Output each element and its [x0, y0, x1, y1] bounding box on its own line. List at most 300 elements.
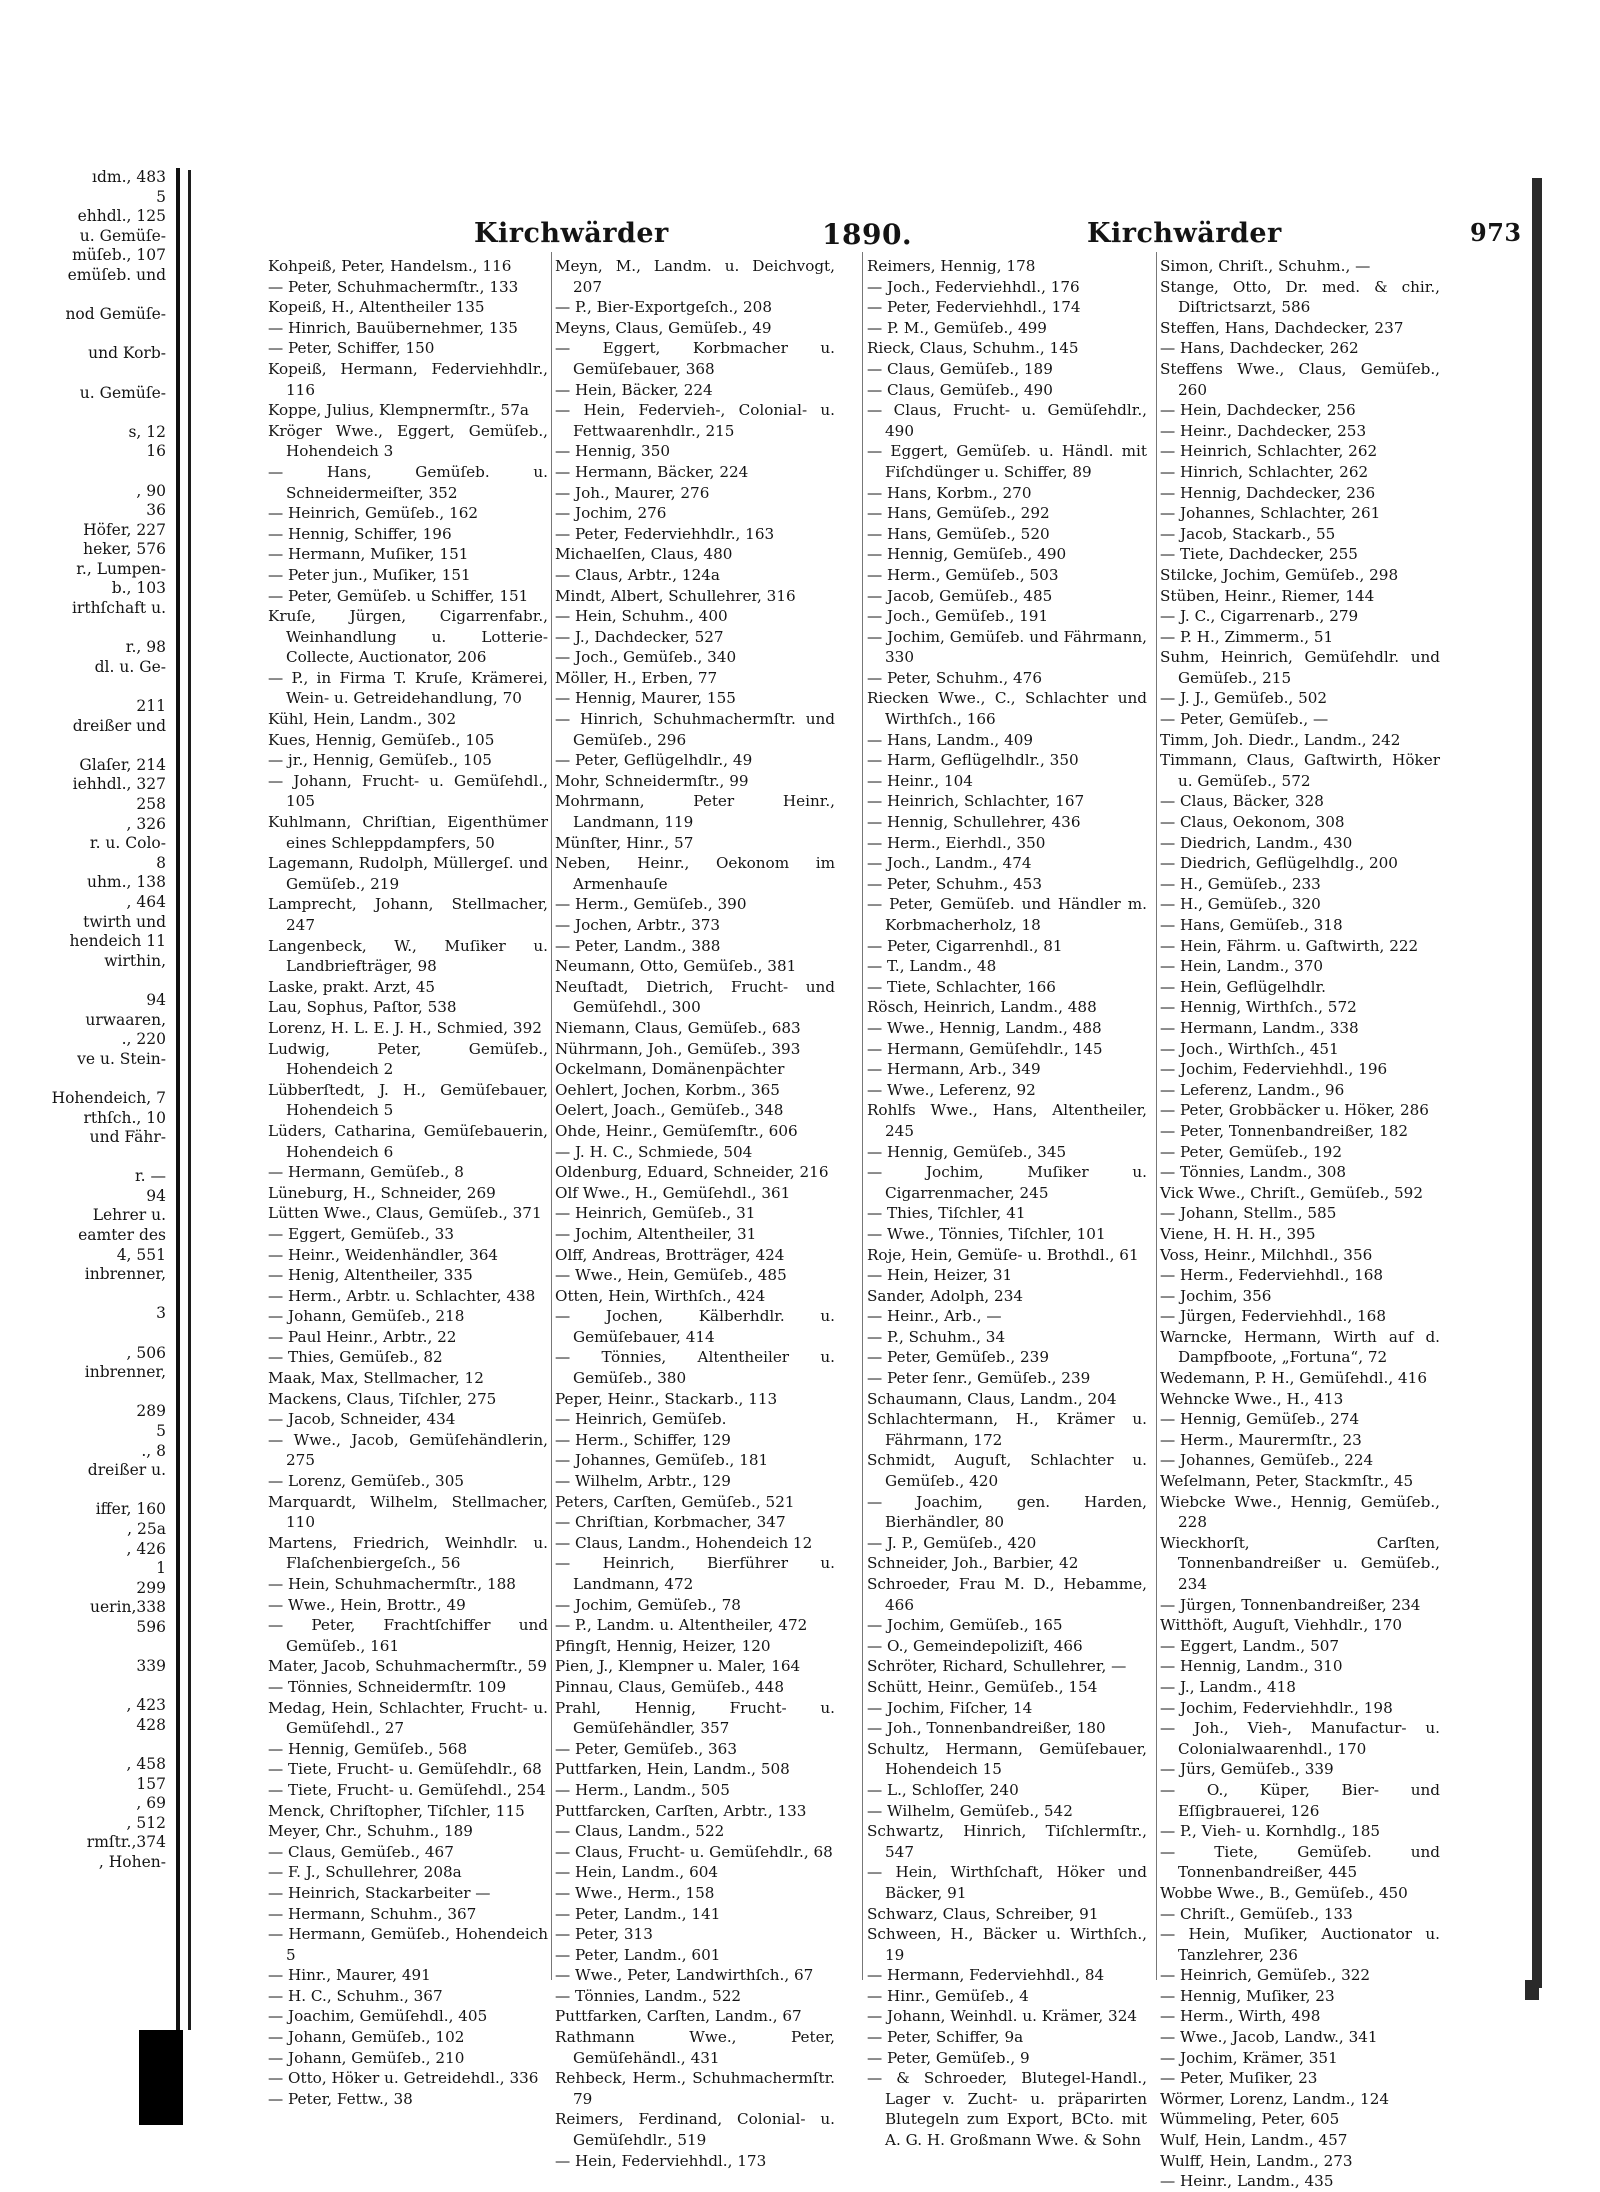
directory-entry: — Wwe., Jacob, Landw., 341: [1160, 2028, 1378, 2047]
directory-entry: — Jochim, Gemüſeb. und Fährmann, 330: [867, 627, 1147, 667]
directory-entry: — Peter, Landm., 388: [555, 936, 721, 955]
directory-entry: — Hein, Landm., 604: [555, 1863, 719, 1882]
directory-entry: — Peter, Gemüſeb., 363: [555, 1739, 737, 1758]
directory-entry: Oehlert, Jochen, Korbm., 365: [555, 1080, 780, 1099]
directory-entry: Medag, Hein, Schlachter, Frucht- u. Gemüſehdl., 27: [268, 1698, 548, 1738]
left-page-line: [0, 677, 176, 697]
directory-entry: — Heinrich, Schlachter, 262: [1160, 442, 1378, 461]
directory-entry: — Peter, Gemüſeb., 192: [1160, 1142, 1342, 1161]
directory-entry: Wedemann, P. H., Gemüſehdl., 416: [1160, 1369, 1428, 1388]
directory-entry: Kues, Hennig, Gemüſeb., 105: [268, 730, 495, 749]
left-page-line: emüſeb. und: [67, 265, 166, 284]
directory-entry: Warncke, Hermann, Wirth auf d. Dampfboote, „Fortuna“, 72: [1160, 1327, 1440, 1367]
left-page-line: dl. u. Ge-: [94, 657, 166, 676]
directory-entry: — Jacob, Gemüſeb., 485: [867, 586, 1053, 605]
left-page-line: ve u. Stein-: [77, 1049, 166, 1068]
left-page-line: u. Gemüſe-: [79, 383, 166, 402]
directory-entry: — Hennig, Gemüſeb., 345: [867, 1142, 1067, 1161]
directory-entry: — Peter, Gemüſeb., 239: [867, 1348, 1049, 1367]
directory-entry: — Hennig, Gemüſeb., 490: [867, 545, 1067, 564]
directory-entry: — Heinrich, Stackarbeiter —: [268, 1883, 491, 1902]
directory-entry: Nührmann, Joh., Gemüſeb., 393: [555, 1039, 801, 1058]
directory-entry: — Claus, Gemüſeb., 189: [867, 359, 1053, 378]
directory-entry: Schlachtermann, H., Krämer u. Fährmann, 172: [867, 1410, 1147, 1449]
directory-entry: Lüders, Catharina, Gemüſebauerin, Hohendeich 6: [268, 1121, 548, 1161]
directory-entry: — Wilhelm, Arbtr., 129: [555, 1472, 731, 1491]
directory-entry: — P., in Firma T. Kruſe, Krämerei, Wein- u. Getreidehandlung, 70: [268, 668, 548, 708]
directory-entry: — Tiete, Schlachter, 166: [867, 977, 1056, 996]
left-page-line: dreißer u.: [87, 1461, 166, 1480]
directory-entry: — Heinr., Dachdecker, 253: [1160, 421, 1367, 440]
directory-entry: — Jochim, Fiſcher, 14: [867, 1698, 1033, 1717]
directory-entry: — Tiete, Gemüſeb. und Tonnenbandreißer, 445: [1160, 1842, 1440, 1882]
directory-entry: — Wilhelm, Gemüſeb., 542: [867, 1801, 1073, 1820]
directory-entry: — Claus, Frucht- u. Gemüſehdlr., 68: [555, 1842, 833, 1861]
directory-entry: — Peter, Gemüſeb., —: [1160, 710, 1329, 729]
left-page-line: [0, 1285, 176, 1305]
left-page-line: s, 12: [128, 422, 166, 441]
directory-entry: — Peter, Fettw., 38: [268, 2089, 413, 2108]
left-page-line: [0, 1677, 176, 1697]
directory-entry: Meyns, Claus, Gemüſeb., 49: [555, 318, 772, 337]
directory-entry: — T., Landm., 48: [867, 957, 997, 976]
directory-entry: Reimers, Hennig, 178: [867, 257, 1036, 275]
directory-entry: — Hein, Muſiker, Auctionator u. Tanzlehrer, 236: [1160, 1925, 1440, 1964]
directory-entry: — Tiete, Frucht- u. Gemüſehdl., 254: [268, 1780, 546, 1799]
directory-entry: Ockelmann, Domänenpächter: [555, 1060, 785, 1079]
directory-entry: — Hein, Schuhm., 400: [555, 607, 728, 626]
left-page-line: 157: [136, 1774, 166, 1793]
directory-entry: — Jochim, Krämer, 351: [1160, 2048, 1338, 2067]
directory-entry: — Hans, Korbm., 270: [867, 483, 1032, 502]
left-page-line: [0, 1148, 176, 1168]
directory-entry: — Herm., Gemüſeb., 503: [867, 565, 1059, 584]
directory-entry: — Claus, Arbtr., 124a: [555, 565, 720, 584]
directory-entry: — Joachim, Gemüſehdl., 405: [268, 2007, 488, 2026]
directory-entry: — Jochen, Kälberhdlr. u. Gemüſebauer, 414: [555, 1307, 835, 1346]
directory-entry: — Joch., Federviehhdl., 176: [867, 277, 1080, 296]
directory-entry: — Johannes, Gemüſeb., 224: [1160, 1451, 1374, 1470]
directory-entry: Prahl, Hennig, Frucht- u. Gemüſehändler, 357: [555, 1698, 835, 1738]
directory-entry: Michaelſen, Claus, 480: [555, 545, 733, 564]
directory-entry: Weſelmann, Peter, Stackmſtr., 45: [1160, 1472, 1414, 1491]
left-page-line: ., 8: [141, 1441, 166, 1460]
directory-entry: — J. J., Gemüſeb., 502: [1160, 689, 1328, 708]
left-page-line: [0, 1324, 176, 1344]
directory-entry: — Peter, Federviehhdlr., 163: [555, 524, 775, 543]
directory-entry: — Peter, Schuhmachermſtr., 133: [268, 277, 519, 296]
directory-entry: — Diedrich, Geflügelhdlg., 200: [1160, 854, 1398, 873]
directory-entry: — Wwe., Peter, Landwirthſch., 67: [555, 1966, 814, 1985]
directory-entry: — Hinrich, Bauübernehmer, 135: [268, 318, 518, 337]
left-page-line: [0, 1069, 176, 1089]
directory-entry: Steffens Wwe., Claus, Gemüſeb., 260: [1160, 359, 1440, 399]
directory-entry: Neuſtadt, Dietrich, Frucht- und Gemüſehdl., 300: [555, 977, 835, 1017]
directory-entry: — Eggert, Landm., 507: [1160, 1636, 1340, 1655]
directory-entry: Oelert, Joach., Gemüſeb., 348: [555, 1101, 784, 1120]
book-gutter: [176, 168, 180, 2038]
left-page-line: [0, 1638, 176, 1658]
directory-entry: Simon, Chriſt., Schuhm., —: [1160, 257, 1371, 275]
directory-entry: — Peter, Gemüſeb. u Schiffer, 151: [268, 586, 529, 605]
directory-entry: — Joch., Gemüſeb., 191: [867, 607, 1049, 626]
directory-entry: — Hermann, Gemüſeb., Hohendeich 5: [268, 1925, 548, 1964]
directory-entry: Witthöft, Auguſt, Viehhdlr., 170: [1160, 1616, 1403, 1635]
directory-entry: — Johann, Stellm., 585: [1160, 1204, 1337, 1223]
directory-entry: Pfingſt, Hennig, Heizer, 120: [555, 1636, 771, 1655]
directory-entry: Schütt, Heinr., Gemüſeb., 154: [867, 1677, 1098, 1696]
directory-entry: — Wwe., Tönnies, Tiſchler, 101: [867, 1224, 1106, 1243]
directory-entry: Wobbe Wwe., B., Gemüſeb., 450: [1160, 1883, 1408, 1902]
left-page-line: , 423: [126, 1696, 166, 1715]
directory-column-3: [867, 256, 1147, 2150]
directory-entry: — Hennig, Maurer, 155: [555, 689, 736, 708]
directory-entry: Rohlfs Wwe., Hans, Altentheiler, 245: [867, 1101, 1147, 1140]
directory-entry: Rieck, Claus, Schuhm., 145: [867, 339, 1079, 358]
left-page-line: twirth und: [83, 912, 166, 931]
directory-entry: — Chriſtian, Korbmacher, 347: [555, 1513, 786, 1532]
directory-entry: — Tönnies, Schneidermſtr. 109: [268, 1677, 507, 1696]
directory-entry: — Hennig, 350: [555, 442, 671, 461]
directory-entry: — Jürs, Gemüſeb., 339: [1160, 1760, 1334, 1779]
directory-entry: — Eggert, Gemüſeb., 33: [268, 1224, 454, 1243]
directory-entry: Pinnau, Claus, Gemüſeb., 448: [555, 1677, 784, 1696]
directory-entry: — Hans, Gemüſeb., 318: [1160, 916, 1343, 934]
directory-entry: — Peter, Gemüſeb. und Händler m. Korbmacherholz, 18: [867, 895, 1147, 934]
left-page-line: , 326: [126, 814, 166, 833]
directory-entry: — Tiete, Dachdecker, 255: [1160, 545, 1358, 564]
left-page-line: iffer, 160: [95, 1500, 166, 1519]
directory-entry: Schwartz, Hinrich, Tiſchlermſtr., 547: [867, 1822, 1147, 1861]
directory-entry: Voss, Heinr., Milchhdl., 356: [1160, 1245, 1373, 1264]
left-page-line: , Hohen-: [98, 1853, 166, 1872]
directory-entry: — Heinrich, Gemüſeb., 31: [555, 1204, 756, 1223]
directory-entry: — Thies, Gemüſeb., 82: [268, 1348, 443, 1367]
directory-column-2: [555, 256, 835, 2170]
directory-entry: Mohr, Schneidermſtr., 99: [555, 771, 749, 790]
column-rule: [862, 252, 863, 1980]
directory-entry: Maak, Max, Stellmacher, 12: [268, 1369, 484, 1388]
directory-entry: — Wwe., Leferenz, 92: [867, 1080, 1036, 1099]
directory-entry: — Joh., Tonnenbandreißer, 180: [867, 1719, 1106, 1738]
directory-entry: — Hein, Dachdecker, 256: [1160, 401, 1356, 420]
left-page-line: , 464: [126, 892, 166, 911]
directory-entry: — Hein, Bäcker, 224: [555, 380, 713, 399]
left-page-line: 36: [146, 501, 166, 520]
directory-entry: — Hennig, Schullehrer, 436: [867, 813, 1081, 832]
directory-entry: — Johann, Gemüſeb., 210: [268, 2048, 465, 2067]
directory-entry: — Jochim, Altentheiler, 31: [555, 1224, 757, 1243]
directory-entry: — Hennig, Gemüſeb., 568: [268, 1739, 468, 1758]
directory-entry: — Hennig, Schiffer, 196: [268, 524, 452, 543]
left-page-line: r. u. Colo-: [89, 834, 166, 853]
directory-entry: Neumann, Otto, Gemüſeb., 381: [555, 957, 797, 976]
left-page-line: Glaſer, 214: [79, 755, 166, 774]
left-page-line: 8: [156, 853, 166, 872]
directory-column-1: [268, 256, 548, 2108]
left-page-line: 94: [146, 990, 166, 1009]
left-page-line: uerin,338: [89, 1598, 166, 1617]
directory-entry: Möller, H., Erben, 77: [555, 668, 718, 687]
directory-entry: — Herm., Arbtr. u. Schlachter, 438: [268, 1286, 536, 1305]
left-page-line: 1: [156, 1559, 166, 1578]
directory-entry: — Hennig, Wirthſch., 572: [1160, 998, 1357, 1017]
directory-entry: Koppe, Julius, Klempnermſtr., 57a: [268, 401, 529, 420]
directory-entry: Wörmer, Lorenz, Landm., 124: [1160, 2089, 1390, 2108]
directory-entry: — Peter, Grobbäcker u. Höker, 286: [1160, 1101, 1429, 1120]
directory-entry: — Heinr., 104: [867, 771, 973, 790]
directory-entry: Laske, prakt. Arzt, 45: [268, 977, 436, 996]
directory-entry: — Heinrich, Gemüſeb.: [555, 1410, 727, 1429]
directory-entry: Wehncke Wwe., H., 413: [1160, 1389, 1344, 1408]
directory-entry: — Tönnies, Altentheiler u. Gemüſeb., 380: [555, 1348, 835, 1388]
directory-entry: — Jochen, Arbtr., 373: [555, 916, 721, 934]
directory-entry: — Peter, Frachtſchiffer und Gemüſeb., 161: [268, 1616, 548, 1655]
right-page-edge-bottom: [1525, 1980, 1539, 2000]
directory-entry: — Claus, Landm., 522: [555, 1822, 725, 1841]
left-page-line: eamter des: [78, 1226, 166, 1245]
directory-entry: — Peter ſenr., Gemüſeb., 239: [867, 1369, 1091, 1388]
directory-entry: Ludwig, Peter, Gemüſeb., Hohendeich 2: [268, 1039, 548, 1079]
left-page-fragment: [0, 168, 176, 2018]
directory-entry: — Hinr., Maurer, 491: [268, 1966, 431, 1985]
left-page-line: 428: [136, 1715, 166, 1734]
directory-entry: Kröger Wwe., Eggert, Gemüſeb., Hohendeich 3: [268, 421, 548, 461]
directory-entry: — Hinrich, Schlachter, 262: [1160, 462, 1369, 481]
left-page-line: ehhdl., 125: [77, 207, 166, 226]
left-page-line: 258: [136, 795, 166, 813]
directory-entry: — Hermann, Arb., 349: [867, 1060, 1041, 1079]
directory-entry: — Claus, Landm., Hohendeich 12: [555, 1533, 813, 1552]
left-page-line: 299: [136, 1578, 166, 1597]
directory-entry: — Peter, Muſiker, 23: [1160, 2069, 1318, 2088]
left-page-line: [0, 462, 176, 482]
directory-entry: Mindt, Albert, Schullehrer, 316: [555, 586, 796, 605]
directory-entry: — Wwe., Jacob, Gemüſehändlerin, 275: [268, 1430, 548, 1470]
directory-entry: — P., Landm. u. Altentheiler, 472: [555, 1616, 808, 1635]
directory-entry: Lütten Wwe., Claus, Gemüſeb., 371: [268, 1204, 542, 1223]
directory-entry: — O., Gemeindepoliziſt, 466: [867, 1636, 1083, 1655]
left-page-line: 596: [136, 1617, 166, 1636]
left-page-line: 4, 551: [116, 1245, 166, 1264]
left-page-line: und Fähr-: [89, 1128, 166, 1147]
page-edge-line: [188, 170, 191, 2030]
left-page-line: 339: [136, 1657, 166, 1676]
directory-entry: — Lorenz, Gemüſeb., 305: [268, 1472, 465, 1491]
left-page-line: [0, 325, 176, 345]
directory-entry: Marquardt, Wilhelm, Stellmacher, 110: [268, 1492, 548, 1532]
directory-entry: Schaumann, Claus, Landm., 204: [867, 1389, 1117, 1408]
directory-entry: — Heinrich, Bierführer u. Landmann, 472: [555, 1554, 835, 1593]
directory-entry: Kuhlmann, Chriſtian, Eigenthümer eines Schleppdampfers, 50: [268, 813, 548, 852]
left-page-line: [0, 971, 176, 991]
directory-entry: — Hein, Geflügelhdlr.: [1160, 977, 1326, 996]
left-page-line: Lehrer u.: [92, 1206, 166, 1225]
directory-entry: — Wwe., Hein, Brottr., 49: [268, 1595, 466, 1614]
left-page-line: inbrenner,: [84, 1363, 166, 1382]
directory-entry: Schween, H., Bäcker u. Wirthſch., 19: [867, 1925, 1147, 1964]
column-rule: [1156, 252, 1157, 1980]
directory-entry: — Peter, Schuhm., 476: [867, 668, 1043, 687]
directory-entry: — Tönnies, Landm., 308: [1160, 1163, 1347, 1182]
directory-entry: — F. J., Schullehrer, 208a: [268, 1863, 462, 1882]
directory-entry: Stüben, Heinr., Riemer, 144: [1160, 586, 1375, 605]
left-page-line: , 458: [126, 1755, 166, 1774]
directory-entry: — Jacob, Stackarb., 55: [1160, 524, 1336, 543]
year: 1890.: [822, 218, 913, 251]
directory-entry: — Peter jun., Muſiker, 151: [268, 565, 471, 584]
directory-entry: — Hein, Heizer, 31: [867, 1266, 1013, 1285]
directory-entry: — Hennig, Landm., 310: [1160, 1657, 1343, 1676]
directory-entry: — P., Vieh- u. Kornhdlg., 185: [1160, 1822, 1381, 1841]
directory-entry: — Hans, Gemüſeb., 292: [867, 504, 1050, 523]
directory-entry: Lamprecht, Johann, Stellmacher, 247: [268, 895, 548, 934]
directory-entry: Mohrmann, Peter Heinr., Landmann, 119: [555, 792, 835, 832]
column-rule: [551, 252, 552, 1980]
directory-entry: — Joch., Gemüſeb., 340: [555, 648, 737, 667]
directory-entry: Schultz, Hermann, Gemüſebauer, Hohendeich 15: [867, 1739, 1147, 1779]
directory-entry: Langenbeck, W., Muſiker u. Landbriefträger, 98: [268, 936, 548, 976]
left-page-line: und Korb-: [88, 344, 166, 363]
directory-entry: Wulf, Hein, Landm., 457: [1160, 2131, 1348, 2150]
directory-entry: — Wwe., Hennig, Landm., 488: [867, 1018, 1102, 1037]
directory-entry: — J., Dachdecker, 527: [555, 627, 724, 646]
directory-entry: — Hermann, Federviehhdl., 84: [867, 1966, 1105, 1985]
directory-entry: Meyn, M., Landm. u. Deichvogt, 207: [555, 257, 835, 296]
directory-entry: — Eggert, Gemüſeb. u. Händl. mit Fiſchdünger u. Schiffer, 89: [867, 442, 1147, 481]
left-page-line: [0, 403, 176, 423]
directory-entry: Timm, Joh. Diedr., Landm., 242: [1160, 730, 1401, 749]
directory-entry: — Wwe., Hein, Gemüſeb., 485: [555, 1266, 787, 1285]
left-page-line: 5: [156, 187, 166, 206]
directory-entry: — Peter, 313: [555, 1925, 653, 1944]
directory-entry: — Tönnies, Landm., 522: [555, 1986, 742, 2005]
directory-entry: Kopeiß, H., Altentheiler 135: [268, 298, 485, 317]
directory-entry: — J. H. C., Schmiede, 504: [555, 1142, 753, 1161]
directory-entry: — Jochim, Federviehhdl., 196: [1160, 1060, 1388, 1079]
directory-entry: Sander, Adolph, 234: [867, 1286, 1024, 1305]
left-page-line: irthſchaft u.: [71, 599, 166, 618]
directory-entry: — Hein, Landm., 370: [1160, 957, 1324, 976]
directory-entry: Niemann, Claus, Gemüſeb., 683: [555, 1018, 801, 1037]
directory-entry: Olff, Andreas, Brotträger, 424: [555, 1245, 785, 1264]
directory-entry: Schroeder, Frau M. D., Hebamme, 466: [867, 1575, 1147, 1614]
directory-entry: — H. C., Schuhm., 367: [268, 1986, 443, 2005]
directory-entry: — Eggert, Korbmacher u. Gemüſebauer, 368: [555, 339, 835, 378]
left-page-line: b., 103: [111, 579, 166, 598]
directory-entry: Wiebcke Wwe., Hennig, Gemüſeb., 228: [1160, 1492, 1440, 1532]
page-header: [262, 218, 1530, 258]
directory-entry: — Heinrich, Gemüſeb., 322: [1160, 1966, 1371, 1985]
directory-entry: — Peter, Federviehhdl., 174: [867, 298, 1081, 317]
directory-entry: — Peter, Gemüſeb., 9: [867, 2048, 1030, 2067]
directory-entry: — Herm., Schiffer, 129: [555, 1430, 731, 1449]
directory-entry: Rösch, Heinrich, Landm., 488: [867, 998, 1097, 1017]
left-page-line: heker, 576: [83, 540, 166, 559]
directory-entry: — Jürgen, Federviehhdl., 168: [1160, 1307, 1386, 1326]
directory-entry: Kohpeiß, Peter, Handelsm., 116: [268, 257, 512, 275]
directory-entry: Stange, Otto, Dr. med. & chir., Diſtrictsarzt, 586: [1160, 277, 1440, 317]
directory-entry: — Heinrich, Schlachter, 167: [867, 792, 1085, 811]
directory-entry: Steffen, Hans, Dachdecker, 237: [1160, 318, 1404, 337]
directory-entry: — Peter, Schiffer, 9a: [867, 2028, 1024, 2047]
directory-entry: — Joch., Landm., 474: [867, 854, 1032, 873]
directory-entry: — Joachim, gen. Harden, Bierhändler, 80: [867, 1492, 1147, 1532]
directory-entry: Ohde, Heinr., Gemüſemſtr., 606: [555, 1121, 798, 1140]
directory-entry: — Hein, Federvieh-, Colonial- u. Fettwaarenhdlr., 215: [555, 401, 835, 440]
directory-entry: Olf Wwe., H., Gemüſehdl., 361: [555, 1183, 791, 1202]
directory-entry: — Thies, Tiſchler, 41: [867, 1204, 1026, 1223]
directory-entry: — Johannes, Gemüſeb., 181: [555, 1451, 769, 1470]
left-page-line: , 506: [126, 1343, 166, 1362]
left-page-line: rmſtr.,374: [86, 1833, 166, 1852]
directory-entry: — Chriſt., Gemüſeb., 133: [1160, 1904, 1353, 1923]
directory-entry: — O., Küper, Bier- und Eſſigbrauerei, 126: [1160, 1780, 1440, 1820]
directory-entry: — J. P., Gemüſeb., 420: [867, 1533, 1037, 1552]
directory-entry: — H., Gemüſeb., 320: [1160, 895, 1321, 914]
directory-entry: — Hermann, Gemüſehdlr., 145: [867, 1039, 1103, 1058]
directory-entry: Lorenz, H. L. E. J. H., Schmied, 392: [268, 1018, 542, 1037]
directory-entry: — Johann, Gemüſeb., 218: [268, 1307, 465, 1326]
directory-entry: — Hennig, Dachdecker, 236: [1160, 483, 1376, 502]
directory-entry: — Peter, Schiffer, 150: [268, 339, 435, 358]
directory-entry: Peters, Carſten, Gemüſeb., 521: [555, 1492, 795, 1511]
left-page-line: [0, 364, 176, 384]
left-page-line: dreißer und: [72, 716, 166, 735]
directory-entry: Vick Wwe., Chriſt., Gemüſeb., 592: [1160, 1183, 1424, 1202]
directory-entry: — Herm., Maurermſtr., 23: [1160, 1430, 1362, 1449]
directory-entry: — Hans, Landm., 409: [867, 730, 1034, 749]
directory-entry: — Wwe., Herm., 158: [555, 1883, 715, 1902]
directory-entry: — Hein, Fährm. u. Gaſtwirth, 222: [1160, 936, 1419, 955]
directory-entry: — Heinr., Arb., —: [867, 1307, 1002, 1326]
directory-entry: Münſter, Hinr., 57: [555, 833, 694, 852]
directory-entry: — Jochim, Muſiker u. Cigarrenmacher, 245: [867, 1163, 1147, 1202]
directory-entry: — H., Gemüſeb., 233: [1160, 874, 1321, 893]
directory-entry: Wieckhorſt, Carſten, Tonnenbandreißer u. Gemüſeb., 234: [1160, 1533, 1440, 1593]
left-page-line: 211: [136, 697, 166, 716]
directory-entry: Mater, Jacob, Schuhmachermſtr., 59: [268, 1657, 547, 1676]
directory-entry: — Hennig, Gemüſeb., 274: [1160, 1410, 1360, 1429]
directory-entry: Wümmeling, Peter, 605: [1160, 2110, 1340, 2129]
directory-entry: Schröter, Richard, Schullehrer, —: [867, 1657, 1127, 1676]
directory-entry: — Claus, Gemüſeb., 490: [867, 380, 1053, 399]
directory-entry: Menck, Chriſtopher, Tiſchler, 115: [268, 1801, 525, 1820]
right-page-edge: [1532, 178, 1542, 1988]
directory-entry: Oldenburg, Eduard, Schneider, 216: [555, 1163, 829, 1182]
left-page-line: [0, 1736, 176, 1756]
directory-entry: — Hein, Schuhmachermſtr., 188: [268, 1575, 516, 1593]
left-page-line: iehhdl., 327: [72, 775, 166, 794]
directory-entry: Martens, Friedrich, Weinhdlr. u. Flaſchenbiergeſch., 56: [268, 1533, 548, 1573]
left-page-line: ıdm., 483: [92, 168, 166, 186]
directory-entry: — Herm., Gemüſeb., 390: [555, 895, 747, 914]
directory-entry: Neben, Heinr., Oekonom im Armenhauſe: [555, 854, 835, 893]
directory-entry: — Hinrich, Schuhmachermſtr. und Gemüſeb., 296: [555, 710, 835, 749]
directory-entry: Suhm, Heinrich, Gemüſehdlr. und Gemüſeb., 215: [1160, 648, 1440, 687]
left-page-line: , 69: [136, 1794, 166, 1813]
directory-entry: — Jochim, Gemüſeb., 78: [555, 1595, 741, 1614]
directory-entry: — Henig, Altentheiler, 335: [268, 1266, 473, 1285]
directory-entry: — Peter, Landm., 141: [555, 1904, 721, 1923]
directory-entry: — Joh., Maurer, 276: [555, 483, 710, 502]
directory-entry: — Jochim, Gemüſeb., 165: [867, 1616, 1063, 1635]
left-page-line: [0, 1383, 176, 1403]
left-page-line: , 25a: [127, 1519, 166, 1538]
left-page-line: hendeich 11: [69, 932, 166, 951]
left-page-line: 94: [146, 1186, 166, 1205]
directory-entry: Puttfarken, Hein, Landm., 508: [555, 1760, 790, 1779]
